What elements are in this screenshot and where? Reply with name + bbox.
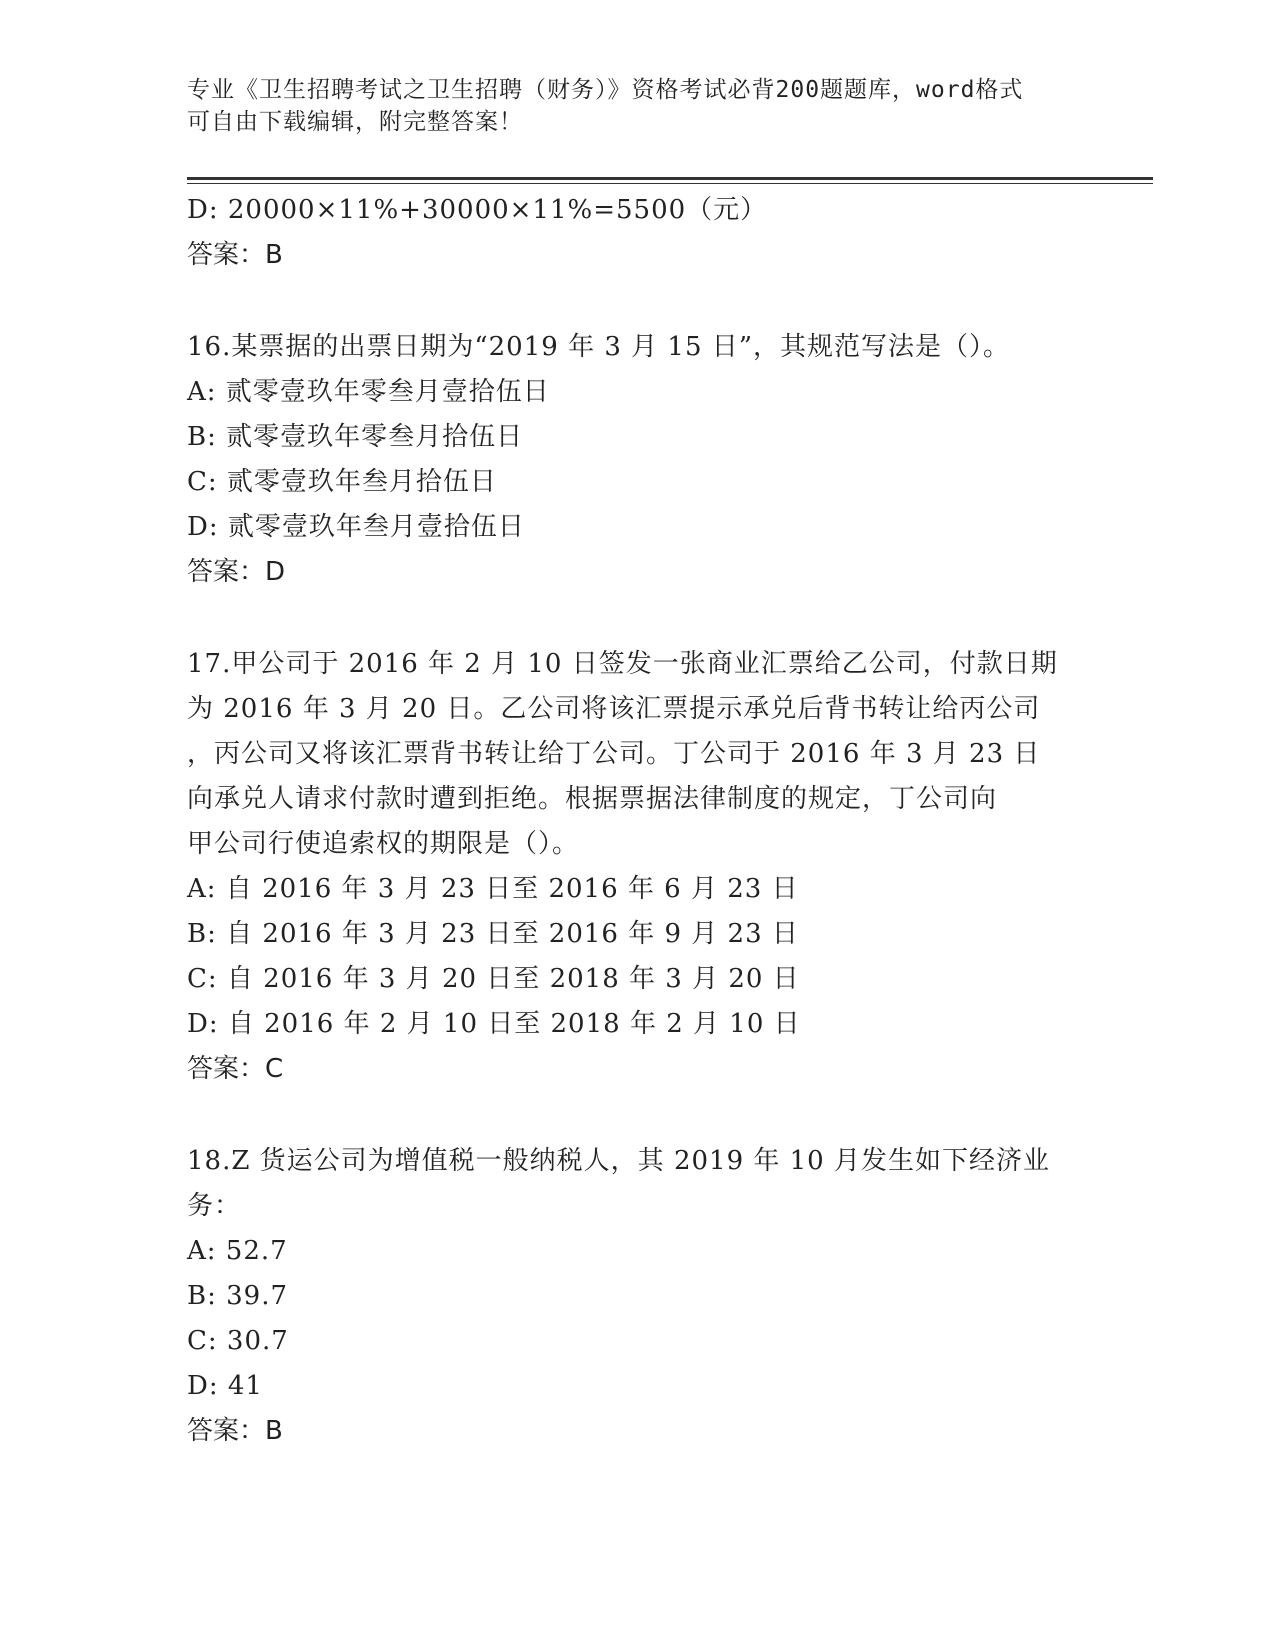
header-divider-thin <box>187 183 1153 184</box>
question-stem: 16.某票据的出票日期为“2019 年 3 月 15 日”，其规范写法是（）。 <box>187 332 1011 362</box>
option-d: D: 41 <box>187 1371 263 1401</box>
option-a: A: 自 2016 年 3 月 23 日至 2016 年 6 月 23 日 <box>187 874 799 904</box>
option-b: B: 39.7 <box>187 1281 289 1311</box>
option-c: C: 30.7 <box>187 1326 289 1356</box>
header-title-line-1: 专业《卫生招聘考试之卫生招聘（财务）》资格考试必背200题题库，word格式 <box>187 77 1024 103</box>
question-stem-line: 向承兑人请求付款时遭到拒绝。根据票据法律制度的规定，丁公司向 <box>187 784 998 814</box>
question-stem-line: 甲公司行使追索权的期限是（）。 <box>187 829 580 859</box>
option-b: B: 贰零壹玖年零叁月拾伍日 <box>187 422 524 452</box>
option-c: C: 自 2016 年 3 月 20 日至 2018 年 3 月 20 日 <box>187 964 800 994</box>
question-17 <box>187 642 1087 1092</box>
option-b: B: 自 2016 年 3 月 23 日至 2016 年 9 月 23 日 <box>187 919 799 949</box>
option-a: A: 贰零壹玖年零叁月壹拾伍日 <box>187 377 550 407</box>
option-a: A: 52.7 <box>187 1236 288 1266</box>
question-stem-line: 务： <box>187 1191 242 1221</box>
question-16 <box>187 325 1087 595</box>
question-stem-line: 17.甲公司于 2016 年 2 月 10 日签发一张商业汇票给乙公司，付款日期 <box>187 649 1058 679</box>
question-15 <box>187 188 1087 278</box>
header-divider-thick <box>187 177 1153 180</box>
question-list <box>187 188 1087 1454</box>
question-stem-line: ，丙公司又将该汇票背书转让给丁公司。丁公司于 2016 年 3 月 23 日 <box>187 739 1041 769</box>
answer-label: 答案：C <box>187 1054 284 1084</box>
document-header <box>187 74 1087 138</box>
answer-label: 答案：B <box>187 240 283 270</box>
answer-label: 答案：D <box>187 557 286 587</box>
question-stem-line: 18.Z 货运公司为增值税一般纳税人，其 2019 年 10 月发生如下经济业 <box>187 1146 1050 1176</box>
header-title-line-2: 可自由下载编辑，附完整答案！ <box>187 109 523 135</box>
question-stem-line: 为 2016 年 3 月 20 日。乙公司将该汇票提示承兑后背书转让给丙公司 <box>187 694 1041 724</box>
option-c: C: 贰零壹玖年叁月拾伍日 <box>187 467 497 497</box>
answer-label: 答案：B <box>187 1416 283 1446</box>
option-d: D: 贰零壹玖年叁月壹拾伍日 <box>187 512 525 542</box>
option-d: D: 20000×11%+30000×11%=5500（元） <box>187 195 768 225</box>
question-18 <box>187 1139 1087 1454</box>
option-d: D: 自 2016 年 2 月 10 日至 2018 年 2 月 10 日 <box>187 1009 801 1039</box>
